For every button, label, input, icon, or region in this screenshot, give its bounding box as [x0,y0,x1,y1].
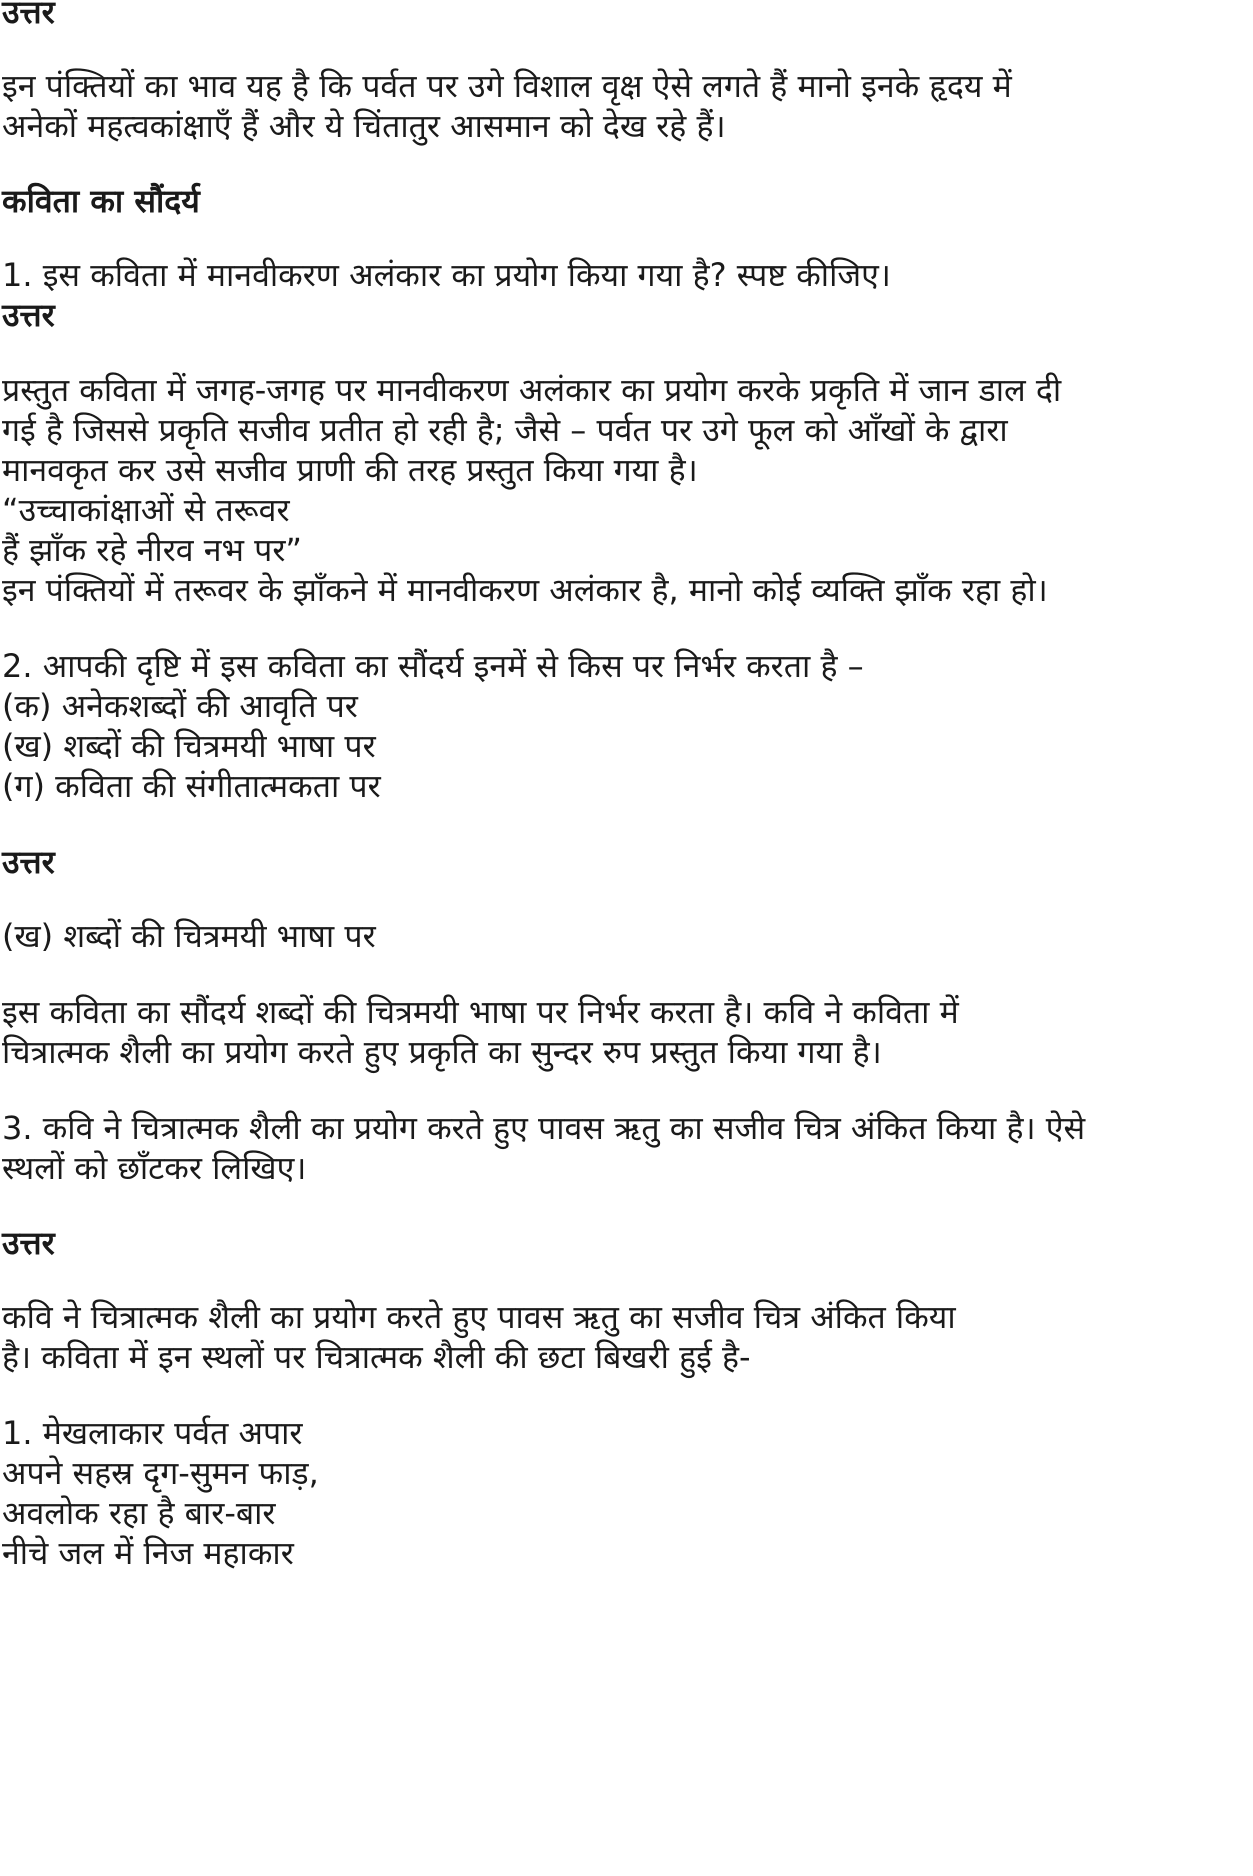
option-c: (ग) कविता की संगीतात्मकता पर [2,767,381,805]
paragraph-line: गई है जिससे प्रकृति सजीव प्रतीत हो रही है; जैसे – पर्वत पर उगे फूल को आँखों के द्वारा [2,411,1008,449]
section-title: कविता का सौंदर्य [2,182,200,220]
poem-line: नीचे जल में निज महाकार [2,1534,294,1572]
paragraph-line: चित्रात्मक शैली का प्रयोग करते हुए प्रकृति का सुन्दर रुप प्रस्तुत किया गया है। [2,1033,882,1071]
poem-line: अपने सहस्र दृग-सुमन फाड़, [2,1454,319,1492]
option-a: (क) अनेकशब्दों की आवृति पर [2,687,358,725]
question-3: 3. कवि ने चित्रात्मक शैली का प्रयोग करते हुए पावस ऋतु का सजीव चित्र अंकित किया है। ऐसे [2,1109,1086,1147]
paragraph-line: है। कविता में इन स्थलों पर चित्रात्मक शैली की छटा बिखरी हुई है- [2,1338,751,1376]
option-b: (ख) शब्दों की चित्रमयी भाषा पर [2,727,376,765]
answer-choice: (ख) शब्दों की चित्रमयी भाषा पर [2,917,376,955]
paragraph-line: अनेकों महत्वकांक्षाएँ हैं और ये चिंतातुर आसमान को देख रहे हैं। [2,107,726,145]
paragraph-line: कवि ने चित्रात्मक शैली का प्रयोग करते हुए पावस ऋतु का सजीव चित्र अंकित किया [2,1298,956,1336]
question-1: 1. इस कविता में मानवीकरण अलंकार का प्रयोग किया गया है? स्पष्ट कीजिए। [2,256,891,294]
answer-heading: उत्तर [2,1224,55,1262]
quote-line: हैं झाँक रहे नीरव नभ पर” [2,531,303,569]
paragraph-line: प्रस्तुत कविता में जगह-जगह पर मानवीकरण अलंकार का प्रयोग करके प्रकृति में जान डाल दी [2,371,1062,409]
answer-heading: उत्तर [2,296,55,334]
paragraph-line: मानवकृत कर उसे सजीव प्राणी की तरह प्रस्तुत किया गया है। [2,451,698,489]
answer-heading: उत्तर [2,0,55,31]
paragraph-line: इन पंक्तियों का भाव यह है कि पर्वत पर उगे विशाल वृक्ष ऐसे लगते हैं मानो इनके हृदय में [2,67,1012,105]
paragraph-line: इस कविता का सौंदर्य शब्दों की चित्रमयी भाषा पर निर्भर करता है। कवि ने कविता में [2,993,959,1031]
poem-line: अवलोक रहा है बार-बार [2,1494,276,1532]
question-2: 2. आपकी दृष्टि में इस कविता का सौंदर्य इनमें से किस पर निर्भर करता है – [2,647,864,685]
poem-line: 1. मेखलाकार पर्वत अपार [2,1414,303,1452]
paragraph-line: इन पंक्तियों में तरूवर के झाँकने में मानवीकरण अलंकार है, मानो कोई व्यक्ति झाँक रहा हो। [2,571,1048,609]
answer-heading: उत्तर [2,843,55,881]
question-3-continued: स्थलों को छाँटकर लिखिए। [2,1149,307,1187]
quote-line: “उच्चाकांक्षाओं से तरूवर [2,491,290,529]
